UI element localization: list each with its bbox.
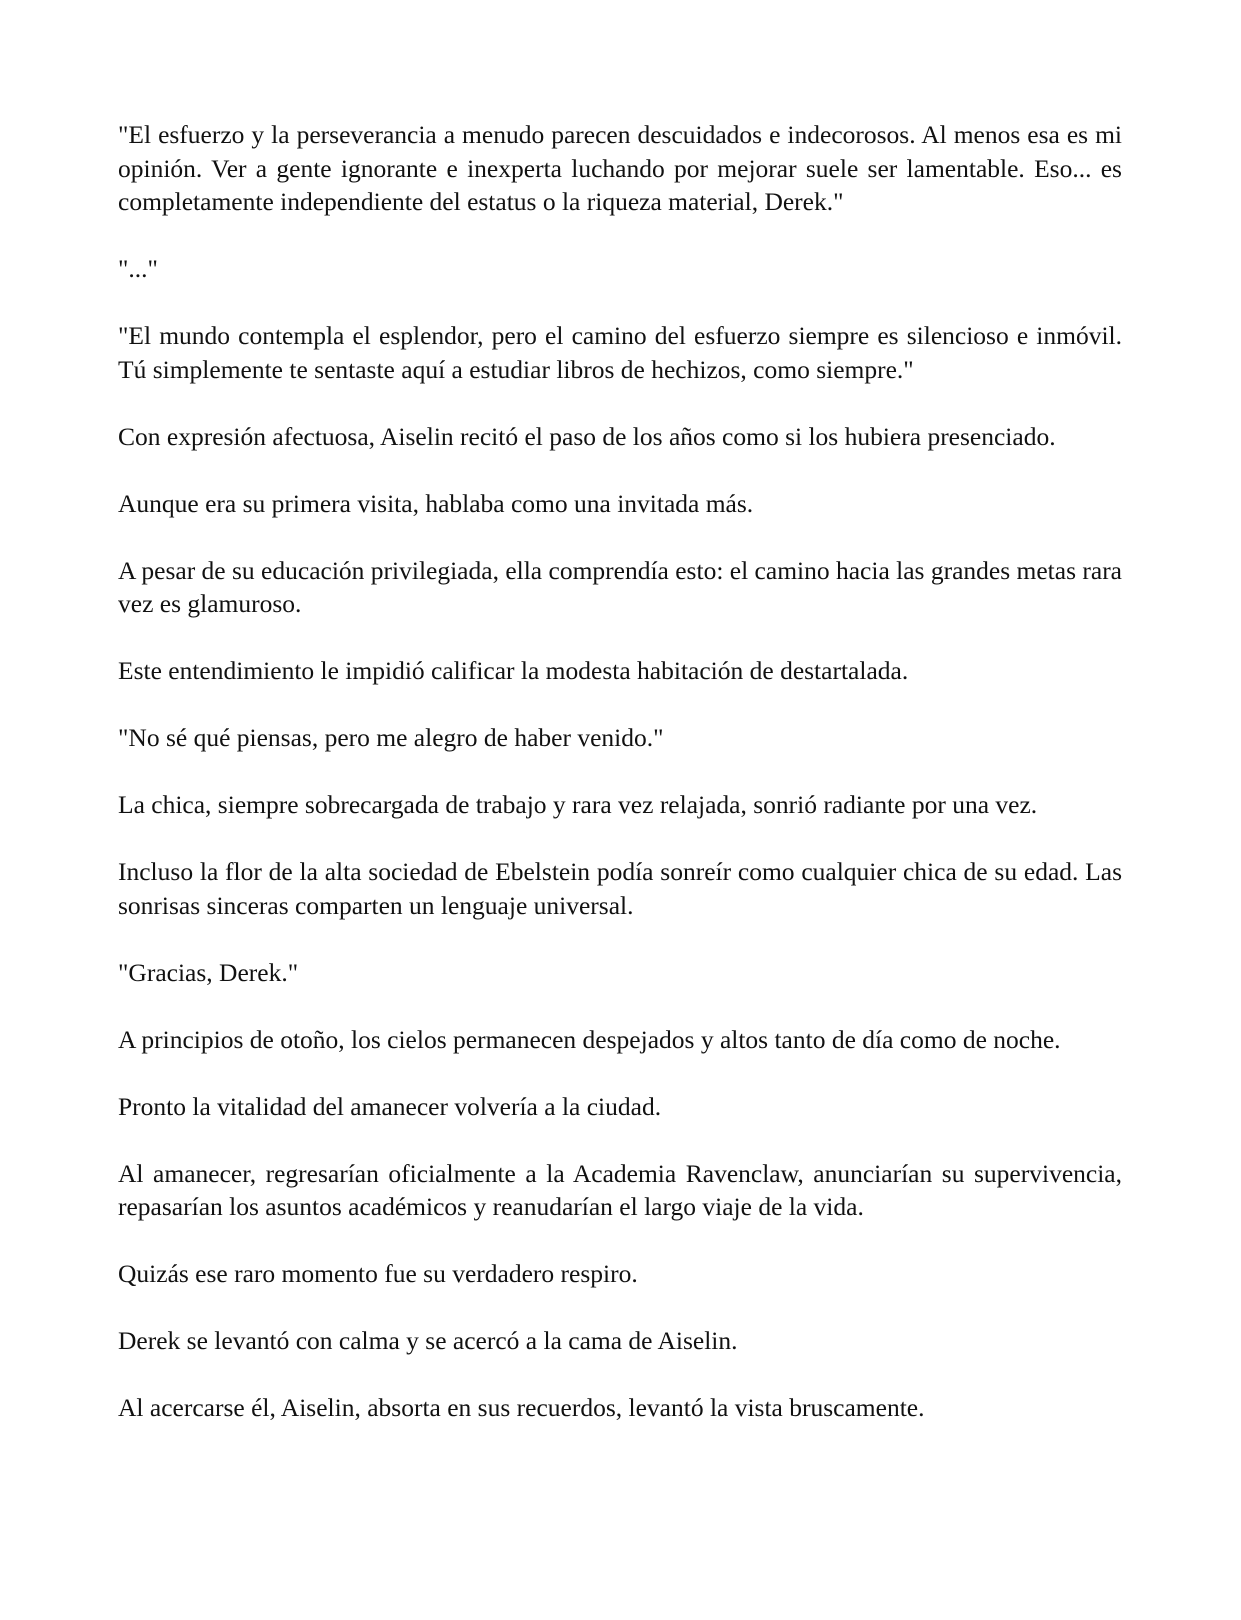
paragraph: Incluso la flor de la alta sociedad de Ebelstein podía sonreír como cualquier chica de su edad. Las sonrisas sinceras comparten un lenguaje universal. bbox=[118, 857, 1122, 920]
paragraph: Al acercarse él, Aiselin, absorta en sus recuerdos, levantó la vista bruscamente. bbox=[118, 1393, 925, 1422]
paragraph: Quizás ese raro momento fue su verdadero respiro. bbox=[118, 1259, 638, 1288]
paragraph: "No sé qué piensas, pero me alegro de haber venido." bbox=[118, 723, 664, 752]
paragraph: La chica, siempre sobrecargada de trabajo y rara vez relajada, sonrió radiante por una vez. bbox=[118, 790, 1038, 819]
paragraph: A pesar de su educación privilegiada, ella comprendía esto: el camino hacia las grandes metas rara vez es glamuroso. bbox=[118, 555, 1122, 618]
paragraph: "Gracias, Derek." bbox=[118, 957, 299, 987]
paragraph: "El mundo contempla el esplendor, pero el camino del esfuerzo siempre es silencioso e inmóvil. Tú simplemente te sentaste aquí a estudiar libros de hechizos, como siempre." bbox=[118, 321, 1122, 384]
paragraph: Aunque era su primera visita, hablaba como una invitada más. bbox=[118, 488, 754, 518]
paragraph: "El esfuerzo y la perseverancia a menudo parecen descuidados e indecorosos. Al menos esa es mi opinión. Ver a gente ignorante e inexperta luchando por mejorar suele ser lamentable. Eso... es completamente independiente del estatus o la riqueza material, Derek." bbox=[118, 120, 1122, 216]
paragraph: Con expresión afectuosa, Aiselin recitó el paso de los años como si los hubiera presenciado. bbox=[118, 421, 1056, 451]
paragraph: "..." bbox=[118, 254, 158, 283]
document-page bbox=[118, 118, 1122, 1620]
paragraph: Este entendimiento le impidió calificar la modesta habitación de destartalada. bbox=[118, 656, 909, 685]
paragraph: Derek se levantó con calma y se acercó a la cama de Aiselin. bbox=[118, 1326, 738, 1355]
paragraph: Pronto la vitalidad del amanecer volvería a la ciudad. bbox=[118, 1091, 662, 1121]
paragraph: Al amanecer, regresarían oficialmente a la Academia Ravenclaw, anunciarían su supervivencia, repasarían los asuntos académicos y reanudarían el largo viaje de la vida. bbox=[118, 1158, 1122, 1221]
paragraph: A principios de otoño, los cielos permanecen despejados y altos tanto de día como de noche. bbox=[118, 1024, 1061, 1054]
